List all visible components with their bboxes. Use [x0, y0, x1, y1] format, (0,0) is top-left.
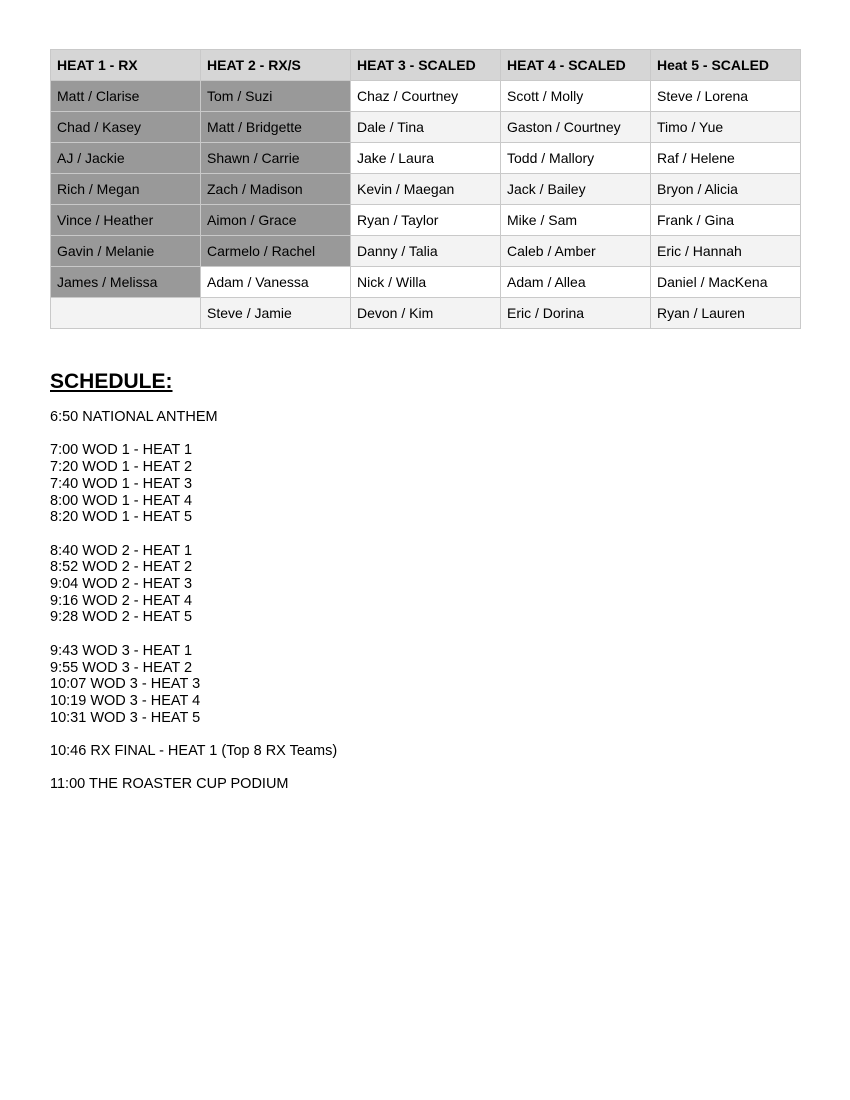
team-cell: Caleb / Amber [501, 236, 651, 267]
team-cell: Jack / Bailey [501, 174, 651, 205]
team-cell: Carmelo / Rachel [201, 236, 351, 267]
team-cell: Eric / Dorina [501, 298, 651, 329]
schedule-item: 9:55 WOD 3 - HEAT 2 [50, 659, 193, 676]
schedule-item: 8:20 WOD 1 - HEAT 5 [50, 509, 193, 526]
team-cell: Aimon / Grace [201, 205, 351, 236]
table-row [51, 112, 801, 143]
team-cell: AJ / Jackie [51, 143, 201, 174]
table-row [51, 267, 801, 298]
team-cell: Nick / Willa [351, 267, 501, 298]
schedule-spacer [50, 760, 337, 777]
team-cell: Tom / Suzi [201, 81, 351, 112]
heat-5-header: Heat 5 - SCALED [651, 50, 801, 81]
heats-header-row [51, 50, 801, 81]
team-cell: Vince / Heather [51, 205, 201, 236]
team-cell: Devon / Kim [351, 298, 501, 329]
team-cell: Mike / Sam [501, 205, 651, 236]
team-cell: Matt / Bridgette [201, 112, 351, 143]
heats-table [50, 49, 801, 329]
schedule-item: 10:31 WOD 3 - HEAT 5 [50, 709, 201, 726]
team-cell: Dale / Tina [351, 112, 501, 143]
team-cell: Ryan / Taylor [351, 205, 501, 236]
team-cell: Matt / Clarise [51, 81, 201, 112]
schedule-item: 8:00 WOD 1 - HEAT 4 [50, 492, 193, 509]
team-cell: Shawn / Carrie [201, 143, 351, 174]
schedule-item: 8:40 WOD 2 - HEAT 1 [50, 542, 193, 559]
heat-1-header: HEAT 1 - RX [51, 50, 201, 81]
team-cell: Zach / Madison [201, 174, 351, 205]
team-cell: Eric / Hannah [651, 236, 801, 267]
table-row [51, 298, 801, 329]
schedule-spacer [50, 626, 337, 643]
team-cell: Frank / Gina [651, 205, 801, 236]
schedule-item: 7:40 WOD 1 - HEAT 3 [50, 475, 193, 492]
team-cell: Steve / Lorena [651, 81, 801, 112]
schedule-item: 10:19 WOD 3 - HEAT 4 [50, 692, 201, 709]
table-row [51, 236, 801, 267]
schedule-item: 9:16 WOD 2 - HEAT 4 [50, 592, 193, 609]
team-cell: Timo / Yue [651, 112, 801, 143]
team-cell: Scott / Molly [501, 81, 651, 112]
team-cell [51, 298, 201, 329]
heat-4-header: HEAT 4 - SCALED [501, 50, 651, 81]
schedule-spacer [50, 426, 337, 443]
team-cell: Raf / Helene [651, 143, 801, 174]
table-row [51, 205, 801, 236]
team-cell: Danny / Talia [351, 236, 501, 267]
schedule-item: 8:52 WOD 2 - HEAT 2 [50, 559, 193, 576]
table-row [51, 81, 801, 112]
team-cell: Ryan / Lauren [651, 298, 801, 329]
team-cell: Adam / Vanessa [201, 267, 351, 298]
team-cell: Chaz / Courtney [351, 81, 501, 112]
schedule-item: 7:20 WOD 1 - HEAT 2 [50, 459, 193, 476]
schedule-spacer [50, 526, 337, 543]
schedule-item-anthem: 6:50 NATIONAL ANTHEM [50, 409, 218, 425]
team-cell: Adam / Allea [501, 267, 651, 298]
team-cell: Gaston / Courtney [501, 112, 651, 143]
team-cell: Chad / Kasey [51, 112, 201, 143]
team-cell: Kevin / Maegan [351, 174, 501, 205]
team-cell: Todd / Mallory [501, 143, 651, 174]
schedule-item-podium: 11:00 THE ROASTER CUP PODIUM [50, 776, 289, 793]
table-row [51, 174, 801, 205]
schedule-spacer [50, 726, 337, 743]
team-cell: Daniel / MacKena [651, 267, 801, 298]
schedule-item: 9:28 WOD 2 - HEAT 5 [50, 609, 193, 626]
team-cell: Rich / Megan [51, 174, 201, 205]
schedule-title: SCHEDULE: [50, 370, 173, 393]
heat-3-header: HEAT 3 - SCALED [351, 50, 501, 81]
schedule-item: 7:00 WOD 1 - HEAT 1 [50, 442, 193, 459]
table-row [51, 143, 801, 174]
schedule-list [50, 409, 337, 793]
team-cell: Jake / Laura [351, 143, 501, 174]
team-cell: Gavin / Melanie [51, 236, 201, 267]
schedule-item: 9:04 WOD 2 - HEAT 3 [50, 576, 193, 592]
heat-2-header: HEAT 2 - RX/S [201, 50, 351, 81]
schedule-item: 10:07 WOD 3 - HEAT 3 [50, 676, 201, 693]
team-cell: James / Melissa [51, 267, 201, 298]
schedule-item: 9:43 WOD 3 - HEAT 1 [50, 642, 193, 659]
team-cell: Bryon / Alicia [651, 174, 801, 205]
schedule-item-final: 10:46 RX FINAL - HEAT 1 (Top 8 RX Teams) [50, 743, 338, 759]
team-cell: Steve / Jamie [201, 298, 351, 329]
